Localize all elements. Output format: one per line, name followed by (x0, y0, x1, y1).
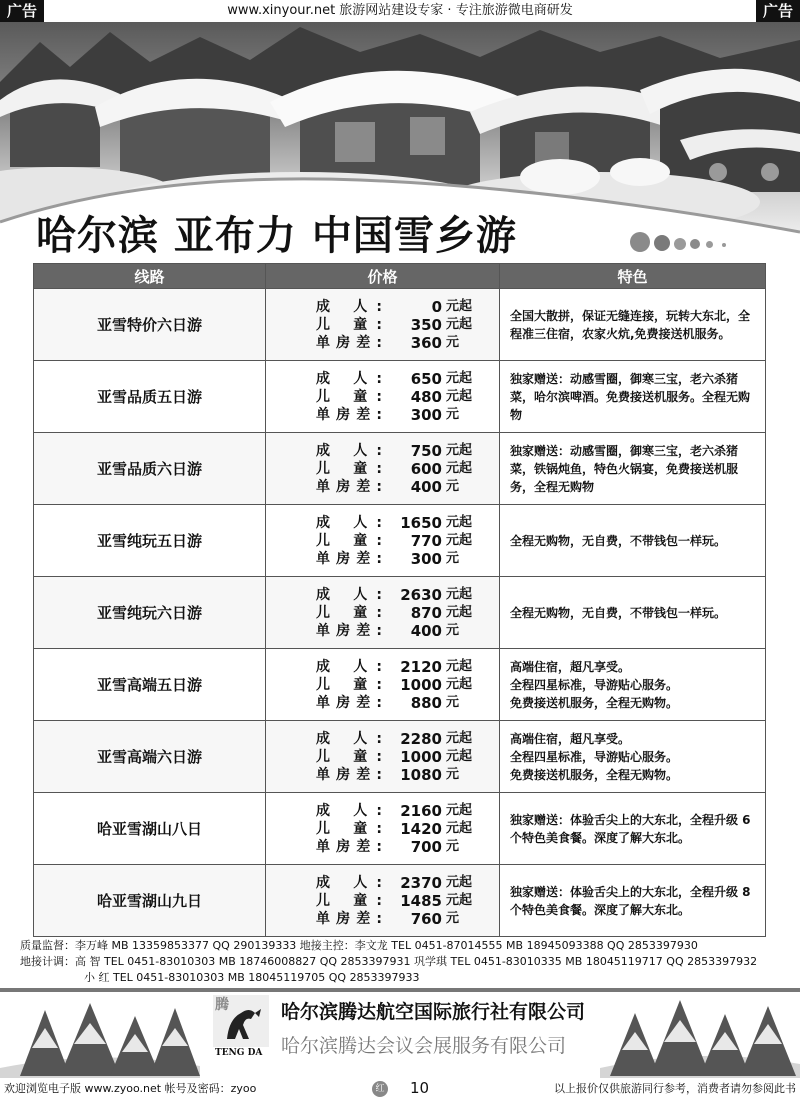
price-value: 770 (410, 531, 442, 550)
price-cell (266, 289, 500, 361)
route-features: 全程无购物，无自费，不带钱包一样玩。 (500, 505, 766, 577)
price-label: 单房差: (316, 694, 382, 711)
price-value: 1485 (400, 891, 442, 910)
price-line (316, 658, 499, 676)
price-label: 单房差: (316, 766, 382, 783)
route-name: 哈亚雪湖山九日 (34, 865, 266, 937)
price-label: 儿 童: (316, 460, 382, 477)
tour-price-table (33, 263, 766, 937)
price-line (316, 802, 499, 820)
price-line (316, 910, 499, 928)
price-unit: 元起 (446, 802, 473, 818)
price-line (316, 874, 499, 892)
price-label: 成 人: (316, 730, 382, 747)
price-unit: 元 (446, 478, 460, 494)
price-cell (266, 433, 500, 505)
price-label: 成 人: (316, 874, 382, 891)
price-line (316, 622, 499, 640)
price-value: 650 (410, 369, 442, 388)
price-line (316, 820, 499, 838)
price-line (316, 676, 499, 694)
bottom-bar (0, 1078, 800, 1100)
price-label: 单房差: (316, 622, 382, 639)
ad-tag-left: 广告 (0, 0, 44, 22)
price-line (316, 406, 499, 424)
table-row (34, 433, 766, 505)
price-label: 儿 童: (316, 676, 382, 693)
price-line (316, 460, 499, 478)
table-row (34, 721, 766, 793)
price-unit: 元起 (446, 316, 473, 332)
route-name: 亚雪高端六日游 (34, 721, 266, 793)
price-line (316, 478, 499, 496)
price-label: 成 人: (316, 586, 382, 603)
price-label: 单房差: (316, 406, 382, 423)
price-unit: 元起 (446, 676, 473, 692)
table-row (34, 577, 766, 649)
price-label: 儿 童: (316, 892, 382, 909)
contact-line-3: 小 红 TEL 0451-83010303 MB 18045119705 QQ 2853397933 (84, 971, 420, 984)
price-value: 2280 (400, 729, 442, 748)
price-line (316, 838, 499, 856)
route-name: 亚雪纯玩六日游 (34, 577, 266, 649)
page-title: 哈尔滨 亚布力 中国雪乡游 (36, 213, 517, 259)
route-features: 独家赠送：动感雪圈，御寒三宝，老六杀猪菜，哈尔滨啤酒。免费接送机服务。全程无购物 (500, 361, 766, 433)
price-line (316, 694, 499, 712)
price-unit: 元起 (446, 892, 473, 908)
price-value: 0 (431, 297, 442, 316)
website-tagline: www.xinyour.net 旅游网站建设专家 · 专注旅游微电商研发 (227, 3, 573, 18)
price-line (316, 442, 499, 460)
table-row (34, 289, 766, 361)
price-value: 360 (410, 333, 442, 352)
price-value: 750 (410, 441, 442, 460)
company-name-secondary: 哈尔滨腾达会议会展服务有限公司 (281, 1035, 567, 1057)
price-unit: 元起 (446, 442, 473, 458)
hero-banner (0, 22, 800, 260)
route-name: 亚雪品质五日游 (34, 361, 266, 433)
price-value: 2160 (400, 801, 442, 820)
price-line (316, 730, 499, 748)
table-row (34, 649, 766, 721)
price-line (316, 604, 499, 622)
price-unit: 元 (446, 622, 460, 638)
price-label: 成 人: (316, 298, 382, 315)
price-unit: 元 (446, 550, 460, 566)
route-features: 高端住宿，超凡享受。 全程四星标准，导游贴心服务。 免费接送机服务，全程无购物。 (500, 649, 766, 721)
price-cell (266, 721, 500, 793)
price-cell (266, 649, 500, 721)
route-name: 亚雪特价六日游 (34, 289, 266, 361)
top-bar (0, 0, 800, 22)
price-unit: 元起 (446, 586, 473, 602)
header-price: 价格 (266, 264, 500, 289)
price-line (316, 298, 499, 316)
price-value: 1080 (400, 765, 442, 784)
price-unit: 元 (446, 406, 460, 422)
price-unit: 元 (446, 694, 460, 710)
price-value: 1000 (400, 747, 442, 766)
table-row (34, 793, 766, 865)
price-value: 760 (410, 909, 442, 928)
price-unit: 元起 (446, 460, 473, 476)
section-badge: 红 (372, 1081, 388, 1097)
contact-info (20, 938, 800, 986)
price-cell (266, 577, 500, 649)
price-label: 成 人: (316, 370, 382, 387)
price-label: 儿 童: (316, 604, 382, 621)
price-line (316, 334, 499, 352)
price-cell (266, 361, 500, 433)
price-line (316, 514, 499, 532)
route-features: 独家赠送：动感雪圈，御寒三宝，老六杀猪菜，铁锅炖鱼，特色火锅宴，免费接送机服务，全程无购物 (500, 433, 766, 505)
contact-line-2: 地接计调：高 智 TEL 0451-83010303 MB 18746008827 QQ 2853397931 巩学琪 TEL 0451-83010335 MB 18045119717 QQ 2853397932 (20, 955, 758, 968)
price-value: 300 (410, 549, 442, 568)
route-features: 全国大散拼，保证无缝连接，玩转大东北，全程准三住宿，农家火炕,免费接送机服务。 (500, 289, 766, 361)
price-line (316, 316, 499, 334)
price-unit: 元起 (446, 730, 473, 746)
price-label: 儿 童: (316, 820, 382, 837)
price-cell (266, 793, 500, 865)
route-features: 独家赠送：体验舌尖上的大东北，全程升级 6 个特色美食餐。深度了解大东北。 (500, 793, 766, 865)
price-unit: 元起 (446, 532, 473, 548)
price-label: 成 人: (316, 442, 382, 459)
table-header-row (34, 264, 766, 289)
price-line (316, 892, 499, 910)
price-line (316, 532, 499, 550)
price-unit: 元起 (446, 298, 473, 314)
price-line (316, 370, 499, 388)
price-label: 儿 童: (316, 532, 382, 549)
company-block (205, 993, 597, 1067)
price-value: 400 (410, 477, 442, 496)
price-label: 儿 童: (316, 316, 382, 333)
price-unit: 元 (446, 838, 460, 854)
price-unit: 元起 (446, 748, 473, 764)
price-value: 870 (410, 603, 442, 622)
price-value: 2630 (400, 585, 442, 604)
header-features: 特色 (500, 264, 766, 289)
price-label: 成 人: (316, 658, 382, 675)
price-label: 单房差: (316, 910, 382, 927)
price-line (316, 748, 499, 766)
price-label: 成 人: (316, 514, 382, 531)
header-route: 线路 (34, 264, 266, 289)
price-unit: 元 (446, 766, 460, 782)
price-value: 2120 (400, 657, 442, 676)
price-label: 儿 童: (316, 748, 382, 765)
price-label: 成 人: (316, 802, 382, 819)
contact-line-1: 质量监督：李万峰 MB 13359853377 QQ 290139333 地接主控：李文龙 TEL 0451-87014555 MB 18945093388 QQ 2853397930 (20, 939, 698, 952)
table-row (34, 505, 766, 577)
table-row (34, 361, 766, 433)
price-value: 880 (410, 693, 442, 712)
price-value: 1000 (400, 675, 442, 694)
company-name-primary: 哈尔滨腾达航空国际旅行社有限公司 (281, 1001, 586, 1023)
page-indicator (372, 1081, 432, 1097)
price-label: 单房差: (316, 478, 382, 495)
price-value: 600 (410, 459, 442, 478)
price-line (316, 766, 499, 784)
price-value: 1420 (400, 819, 442, 838)
route-features: 高端住宿，超凡享受。 全程四星标准，导游贴心服务。 免费接送机服务，全程无购物。 (500, 721, 766, 793)
price-value: 1650 (400, 513, 442, 532)
route-name: 哈亚雪湖山八日 (34, 793, 266, 865)
route-features: 全程无购物，无自费，不带钱包一样玩。 (500, 577, 766, 649)
website-notice: 欢迎浏览电子版 www.zyoo.net 帐号及密码：zyoo (4, 1082, 257, 1095)
price-label: 单房差: (316, 334, 382, 351)
price-unit: 元起 (446, 874, 473, 890)
route-features: 独家赠送：体验舌尖上的大东北，全程升级 8 个特色美食餐。深度了解大东北。 (500, 865, 766, 937)
price-value: 700 (410, 837, 442, 856)
disclaimer: 以上报价仅供旅游同行参考，消费者请勿参阅此书 (554, 1082, 796, 1095)
ad-tag-right: 广告 (756, 0, 800, 22)
price-value: 300 (410, 405, 442, 424)
price-label: 单房差: (316, 550, 382, 567)
price-cell (266, 505, 500, 577)
logo-text: TENG DA (215, 1048, 263, 1058)
route-name: 亚雪品质六日游 (34, 433, 266, 505)
price-unit: 元 (446, 334, 460, 350)
price-unit: 元起 (446, 604, 473, 620)
page-number: 10 (410, 1079, 430, 1097)
route-name: 亚雪高端五日游 (34, 649, 266, 721)
price-label: 儿 童: (316, 388, 382, 405)
price-unit: 元起 (446, 658, 473, 674)
price-unit: 元起 (446, 820, 473, 836)
price-unit: 元起 (446, 388, 473, 404)
price-unit: 元起 (446, 370, 473, 386)
price-value: 400 (410, 621, 442, 640)
logo-char: 腾 (215, 997, 229, 1013)
price-unit: 元 (446, 910, 460, 926)
price-line (316, 586, 499, 604)
price-line (316, 388, 499, 406)
price-unit: 元起 (446, 514, 473, 530)
price-value: 480 (410, 387, 442, 406)
price-label: 单房差: (316, 838, 382, 855)
price-value: 2370 (400, 873, 442, 892)
price-line (316, 550, 499, 568)
price-cell (266, 865, 500, 937)
price-value: 350 (410, 315, 442, 334)
table-row (34, 865, 766, 937)
route-name: 亚雪纯玩五日游 (34, 505, 266, 577)
